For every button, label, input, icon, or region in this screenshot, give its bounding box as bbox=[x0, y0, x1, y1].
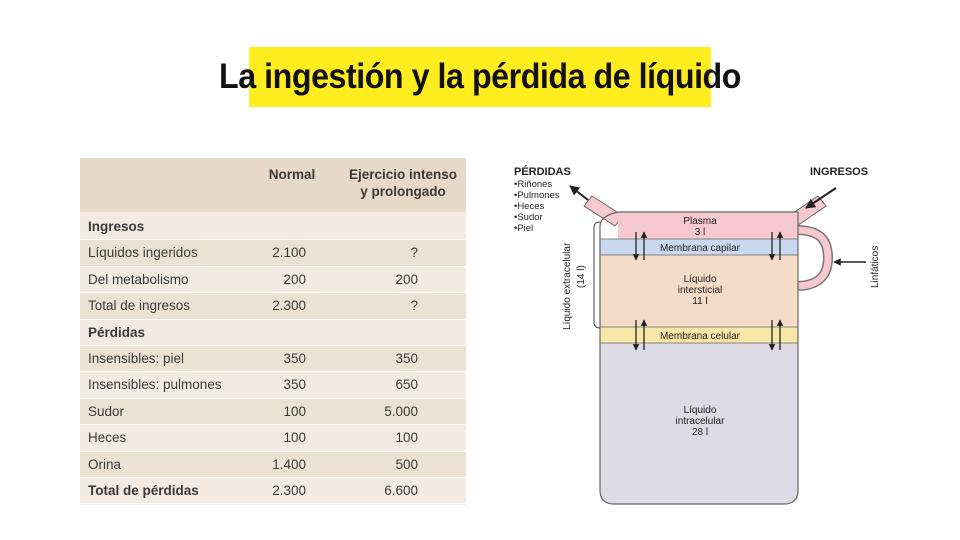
row-label: Orina bbox=[88, 456, 122, 472]
table-header bbox=[80, 158, 466, 212]
table-row bbox=[80, 452, 466, 478]
interstitial-volume: 11 l bbox=[692, 296, 708, 307]
cell-normal: 350 bbox=[283, 377, 306, 393]
cell-exercise: 200 bbox=[395, 271, 418, 287]
outflow-arrow bbox=[570, 186, 588, 200]
fluid-compartments-diagram bbox=[508, 160, 888, 510]
cell-exercise: 650 bbox=[395, 377, 418, 393]
cell-membrane-label: Membrana celular bbox=[659, 331, 741, 342]
cell-normal: 100 bbox=[283, 430, 306, 446]
header-normal: Normal bbox=[268, 167, 316, 182]
table-row bbox=[80, 346, 466, 372]
table-row bbox=[80, 478, 466, 504]
cell-exercise: 100 bbox=[395, 430, 418, 446]
cell-exercise: 6.600 bbox=[384, 483, 418, 498]
losses-title: PÉRDIDAS bbox=[514, 166, 571, 178]
header-exercise bbox=[342, 166, 464, 200]
table-row bbox=[80, 399, 466, 425]
cell-normal: 350 bbox=[283, 351, 306, 366]
cell-normal: 2.100 bbox=[272, 245, 306, 261]
extracellular-label: Líquido extracelular bbox=[562, 242, 573, 330]
header-exercise-line1: Ejercicio intenso bbox=[348, 167, 458, 182]
plasma-volume: 3 l bbox=[694, 227, 706, 238]
cell-exercise: 350 bbox=[395, 351, 418, 366]
slide-title: La ingestión y la pérdida de líquido bbox=[249, 47, 711, 107]
header-exercise-line2: y prolongado bbox=[360, 184, 446, 199]
row-label: Total de pérdidas bbox=[88, 483, 199, 498]
table-row bbox=[80, 214, 466, 240]
cell-exercise: ? bbox=[410, 298, 418, 314]
cell-exercise: 5.000 bbox=[384, 403, 418, 419]
row-label: Pérdidas bbox=[88, 324, 146, 340]
intracellular-volume: 28 l bbox=[691, 427, 709, 438]
intracellular-label: Líquido bbox=[683, 405, 717, 416]
row-label: Insensibles: piel bbox=[88, 351, 185, 366]
intracellular-label-2: intracelular bbox=[675, 416, 725, 427]
lymph-label: Linfáticos bbox=[870, 245, 881, 288]
interstitial-label: Líquido bbox=[683, 274, 717, 285]
table-row bbox=[80, 372, 466, 398]
loss-item: •Sudor bbox=[514, 212, 543, 223]
row-label: Del metabolismo bbox=[88, 271, 189, 287]
loss-item: •Riñones bbox=[514, 179, 553, 190]
extracellular-bracket bbox=[594, 222, 600, 328]
row-label: Líquidos ingeridos bbox=[88, 245, 198, 261]
table-row bbox=[80, 320, 466, 346]
table-row bbox=[80, 240, 466, 266]
cell-normal: 2.300 bbox=[272, 298, 306, 314]
table-row bbox=[80, 267, 466, 293]
loss-item: •Piel bbox=[514, 223, 534, 234]
capillary-membrane-label: Membrana capilar bbox=[659, 243, 741, 254]
cell-normal: 1.400 bbox=[272, 456, 306, 472]
plasma-label: Plasma bbox=[683, 216, 717, 227]
loss-item: •Heces bbox=[514, 201, 545, 212]
cell-normal: 100 bbox=[283, 403, 306, 419]
cell-exercise: ? bbox=[410, 245, 418, 261]
table-row bbox=[80, 425, 466, 451]
cell-normal: 2.300 bbox=[272, 483, 306, 498]
intake-title: INGRESOS bbox=[810, 166, 869, 178]
table-row bbox=[80, 293, 466, 319]
row-label: Insensibles: pulmones bbox=[88, 377, 222, 393]
cell-exercise: 500 bbox=[395, 456, 418, 472]
outflow-spout bbox=[584, 196, 623, 226]
cell-normal: 200 bbox=[283, 271, 306, 287]
row-label: Sudor bbox=[88, 403, 125, 419]
fluid-balance-table bbox=[80, 158, 466, 505]
extracellular-volume: (14 l) bbox=[576, 265, 587, 288]
row-label: Total de ingresos bbox=[88, 298, 191, 314]
interstitial-label-2: intersticial bbox=[677, 285, 723, 296]
row-label: Ingresos bbox=[88, 219, 145, 234]
loss-item: •Pulmones bbox=[514, 190, 560, 201]
row-label: Heces bbox=[88, 430, 127, 446]
